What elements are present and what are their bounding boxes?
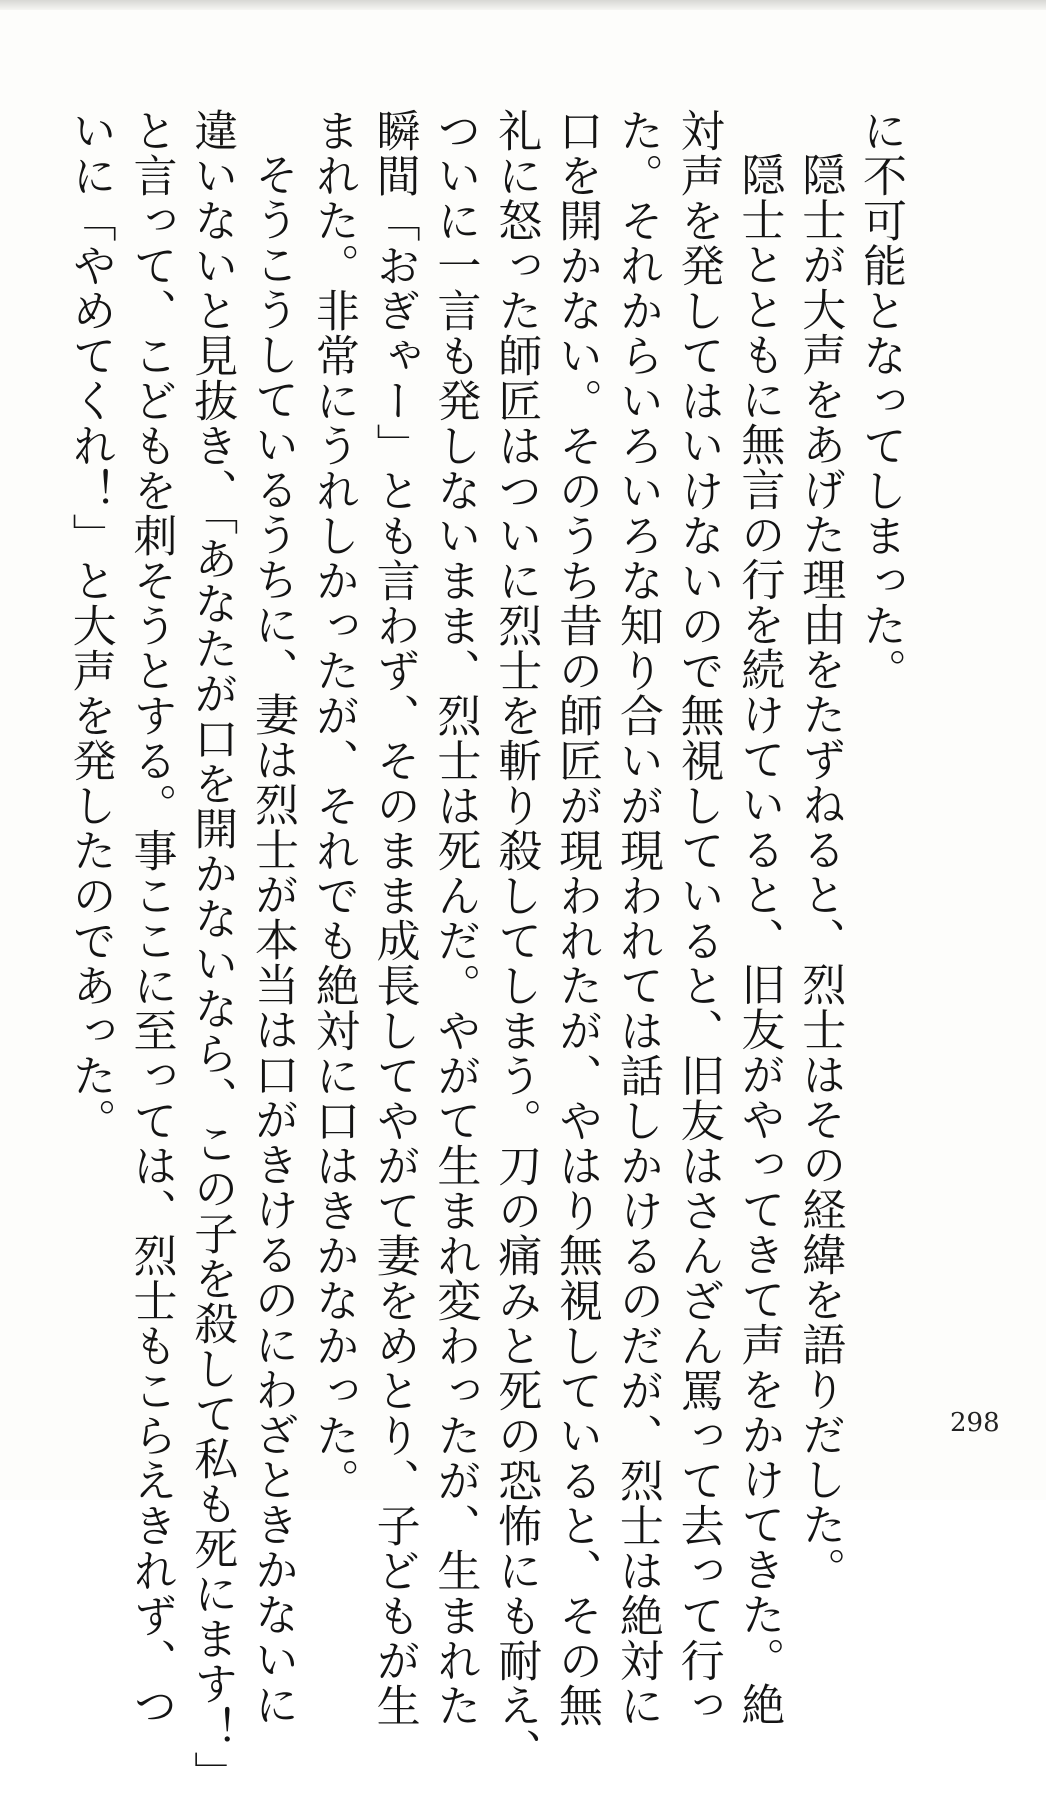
- text-line-9: 瞬間「おぎゃー」とも言わず、そのまま成長してやがて妻をめとり、子どもが生: [368, 108, 420, 1728]
- text-line-11: そうこうしているうちに、妻は烈士が本当は口がきけるのにわざときかないに: [247, 152, 299, 1727]
- text-line-2: 隠士が大声をあげた理由をたずねると、烈士はその経緯を語りだした。: [794, 152, 846, 1592]
- text-line-13: と言って、こどもを刺そうとする。事ここに至っては、烈士もこらえきれず、つ: [125, 108, 177, 1728]
- text-line-1: に不可能となってしまった。: [855, 108, 906, 693]
- text-line-14: いに「やめてくれ！」と大声を発したのであった。: [64, 108, 116, 1143]
- text-line-4: 対声を発してはいけないので無視していると、旧友はさんざん罵って去って行っ: [672, 108, 724, 1728]
- text-line-6: 口を開かない。そのうち昔の師匠が現われたが、やはり無視していると、その無: [551, 108, 603, 1728]
- text-line-3: 隠士とともに無言の行を続けていると、旧友がやってきて声をかけてきた。絶: [733, 152, 785, 1727]
- text-line-12: 違いないと見抜き、「あなたが口を開かないなら、この子を殺して私も死にます！」: [186, 108, 238, 1796]
- text-line-5: た。それからいろいろな知り合いが現われては話しかけるのだが、烈士は絶対に: [611, 108, 663, 1728]
- vertical-text-body: [64, 108, 910, 1796]
- page-number: 298: [950, 1408, 1000, 1438]
- text-line-7: 礼に怒った師匠はついに烈士を斬り殺してしまう。刀の痛みと死の恐怖にも耐え、: [490, 108, 542, 1773]
- page-top-edge: [0, 0, 1046, 10]
- text-line-10: まれた。非常にうれしかったが、それでも絶対に口はきかなかった。: [307, 108, 359, 1503]
- text-line-8: ついに一言も発しないまま、烈士は死んだ。やがて生まれ変わったが、生まれた: [429, 108, 481, 1728]
